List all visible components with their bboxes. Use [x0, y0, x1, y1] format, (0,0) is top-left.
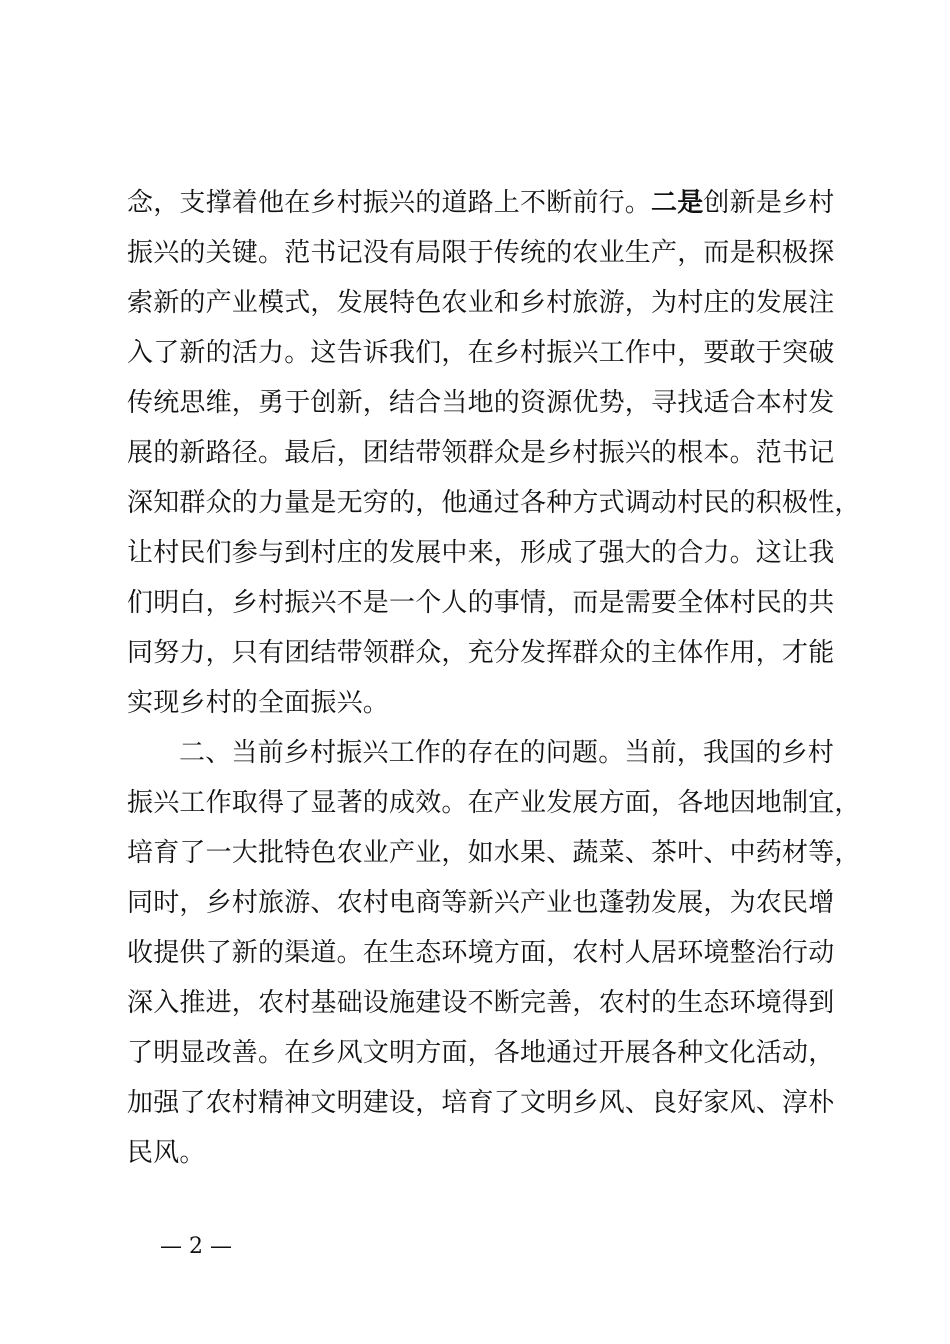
text-line: 深知群众的力量是无穷的，他通过各种方式调动村民的积极性， [127, 488, 861, 518]
text-line [127, 178, 834, 228]
text-line: 们明白，乡村振兴不是一个人的事情，而是需要全体村民的共 [127, 588, 835, 618]
page-number: — 2 — [160, 1234, 232, 1259]
text-run: 创新是乡村 [703, 188, 835, 218]
bold-text-run: 二是 [651, 188, 704, 218]
text-line: 了明显改善。在乡风文明方面，各地通过开展各种文化活动， [127, 1038, 835, 1068]
text-line: 深入推进，农村基础设施建设不断完善，农村的生态环境得到 [127, 988, 835, 1018]
text-run: 念，支撑着他在乡村振兴的道路上不断前行。 [127, 188, 652, 218]
text-line: 入了新的活力。这告诉我们，在乡村振兴工作中，要敢于突破 [127, 338, 835, 368]
paragraph-heading-line: 二、当前乡村振兴工作的存在的问题。当前，我国的乡村 [179, 738, 835, 768]
text-line: 让村民们参与到村庄的发展中来，形成了强大的合力。这让我 [127, 538, 835, 568]
text-line: 实现乡村的全面振兴。 [127, 688, 390, 718]
text-line: 索新的产业模式，发展特色农业和乡村旅游，为村庄的发展注 [127, 288, 835, 318]
text-line: 培育了一大批特色农业产业，如水果、蔬菜、茶叶、中药材等， [127, 838, 861, 868]
text-line: 振兴工作取得了显著的成效。在产业发展方面，各地因地制宜， [127, 788, 861, 818]
text-line: 传统思维，勇于创新，结合当地的资源优势，寻找适合本村发 [127, 388, 835, 418]
text-line: 加强了农村精神文明建设，培育了文明乡风、良好家风、淳朴 [127, 1088, 835, 1118]
text-line: 收提供了新的渠道。在生态环境方面，农村人居环境整治行动 [127, 938, 835, 968]
text-line: 振兴的关键。范书记没有局限于传统的农业生产，而是积极探 [127, 238, 835, 268]
text-line: 民风。 [127, 1138, 206, 1168]
text-line: 同时，乡村旅游、农村电商等新兴产业也蓬勃发展，为农民增 [127, 888, 835, 918]
text-line: 同努力，只有团结带领群众，充分发挥群众的主体作用，才能 [127, 638, 835, 668]
text-line: 展的新路径。最后，团结带领群众是乡村振兴的根本。范书记 [127, 438, 835, 468]
